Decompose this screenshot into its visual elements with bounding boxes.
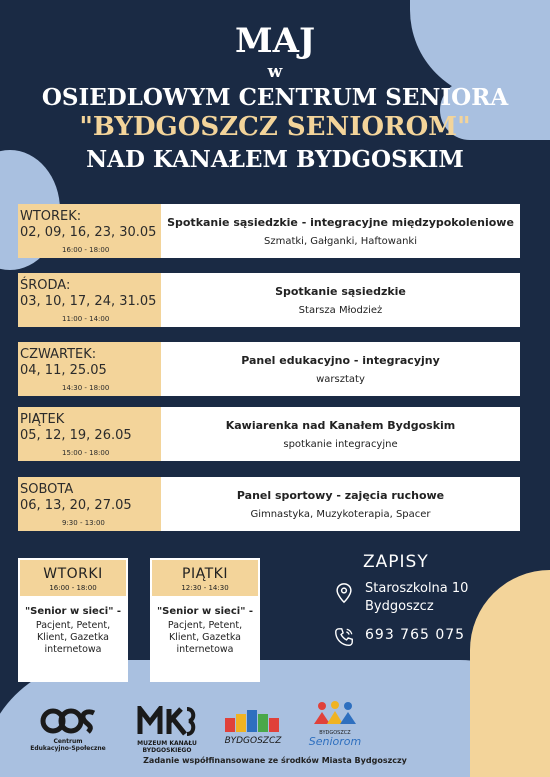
event-day-box [18,342,161,396]
event-dates: 06, 13, 20, 27.05 [20,498,132,513]
ces-logo-line2: Edukacyjno-Społeczne [30,745,106,752]
ces-logo-line1: Centrum [53,738,83,745]
address-row [333,580,523,616]
event-subtitle: warsztaty [316,373,365,385]
event-title: Spotkanie sąsiedzkie [275,284,406,298]
event-time: 9:30 - 13:00 [62,519,105,527]
weekly-card-tuesday [18,558,128,682]
title-preposition: w [267,62,283,83]
footer [0,700,550,777]
muzeum-logo-mark [137,706,197,736]
event-day: ŚRODA: [20,278,71,293]
event-row [18,204,520,258]
event-day: CZWARTEK: [20,347,97,362]
event-day: SOBOTA [20,482,74,497]
card-text: Pacjent, Petent, Klient, Gazetka internetowa [167,620,243,655]
event-description [161,342,520,396]
event-day: PIĄTEK [20,412,65,427]
card-title: "Senior w sieci" - [156,606,254,617]
event-description [161,477,520,531]
card-title: "Senior w sieci" - [24,606,122,617]
map-pin-icon [333,582,355,604]
event-day: WTOREK: [20,209,82,224]
event-subtitle: Szmatki, Gałganki, Haftowanki [263,235,418,247]
month-title: MAJ [234,21,316,61]
event-dates: 02, 09, 16, 23, 30.05 [20,225,157,240]
seniorom-logo-text: Seniorom [308,735,362,748]
seniorom-logo-small: BYDGOSZCZ [319,730,351,736]
card-body [18,598,128,662]
event-description [161,204,520,258]
seniorom-logo [300,700,370,748]
card-text: Pacjent, Petent, Klient, Gazetka internetowa [35,620,111,655]
phone-row [333,624,523,648]
card-day: PIĄTKI [182,566,228,582]
event-dates: 05, 12, 19, 26.05 [20,428,132,443]
ces-logo [28,708,108,752]
event-title: Kawiarenka nad Kanałem Bydgoskim [225,418,456,432]
card-time: 16:00 - 18:00 [49,584,97,592]
event-day-box [18,477,161,531]
event-row [18,342,520,396]
bydgoszcz-logo-mark [223,708,283,732]
muzeum-logo-line1: MUZEUM KANAŁU [137,740,197,747]
event-subtitle: Gimnastyka, Muzykoterapia, Spacer [250,508,431,520]
event-row [18,273,520,327]
bydgoszcz-logo [216,708,290,747]
seniorom-logo-mark [310,700,360,726]
bydgoszcz-logo-text: BYDGOSZCZ [224,736,282,746]
event-time: 15:00 - 18:00 [62,449,110,457]
title-line-1: OSIEDLOWYM CENTRUM SENIORA [41,83,509,111]
muzeum-logo [132,706,202,754]
funding-note: Zadanie współfinansowane ze środków Miasta Bydgoszczy [143,756,407,765]
event-time: 11:00 - 14:00 [62,315,110,323]
event-subtitle: spotkanie integracyjne [283,438,398,450]
event-time: 16:00 - 18:00 [62,246,110,254]
event-day-box [18,204,161,258]
title-line-3: NAD KANAŁEM BYDGOSKIM [86,145,464,173]
event-title: Spotkanie sąsiedzkie - integracyjne międzypokoleniowe [167,215,514,229]
registration-info [333,552,523,648]
card-header [150,558,260,598]
event-time: 14:30 - 18:00 [62,384,110,392]
card-day: WTORKI [43,566,103,582]
event-day-box [18,273,161,327]
event-description [161,273,520,327]
address-street: Staroszkolna 10 [365,581,469,596]
muzeum-logo-line2: BYDGOSKIEGO [142,747,192,754]
phone-number: 693 765 075 [365,627,466,643]
event-dates: 03, 10, 17, 24, 31.05 [20,294,157,309]
event-title: Panel edukacyjno - integracyjny [241,353,440,367]
registration-title: ZAPISY [363,552,429,572]
phone-icon [333,626,355,648]
ces-logo-mark [40,708,96,734]
event-description [161,407,520,461]
event-row [18,407,520,461]
address-city: Bydgoszcz [365,599,434,614]
weekly-card-friday [150,558,260,682]
card-header [18,558,128,598]
event-title: Panel sportowy - zajęcia ruchowe [236,488,445,502]
event-day-box [18,407,161,461]
header [0,22,550,173]
card-body [150,598,260,662]
card-time: 12:30 - 14:30 [181,584,229,592]
title-line-2: "BYDGOSZCZ SENIOROM" [79,112,471,143]
event-dates: 04, 11, 25.05 [20,363,107,378]
event-subtitle: Starsza Młodzież [298,304,383,316]
event-row [18,477,520,531]
